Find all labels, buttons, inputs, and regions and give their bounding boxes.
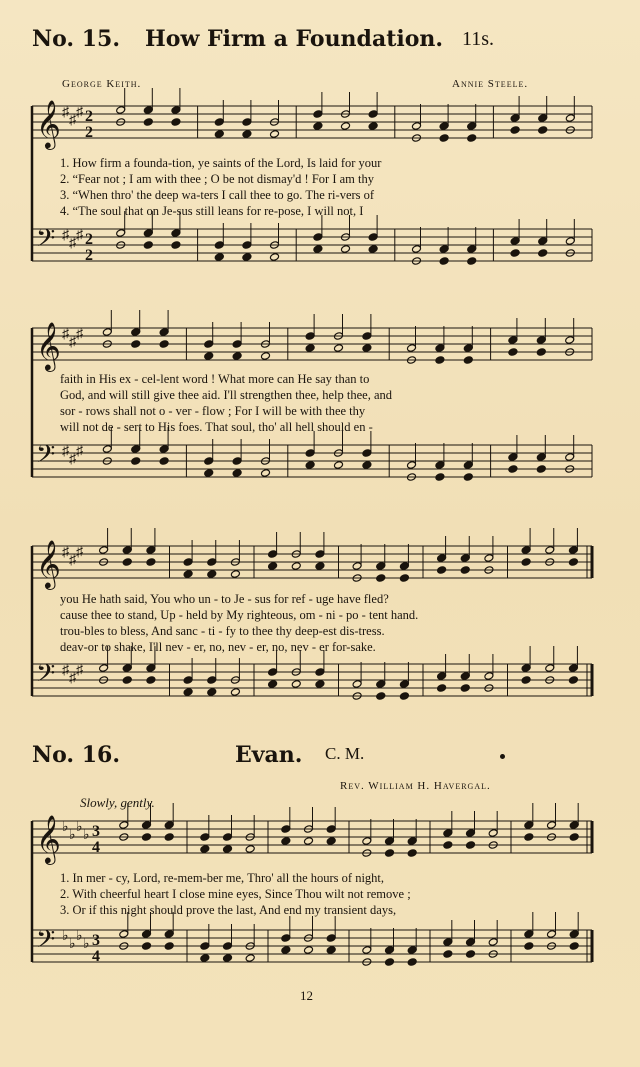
note-head: [385, 946, 395, 955]
note-head: [435, 461, 445, 470]
note-head: [508, 336, 518, 345]
note-head: [261, 352, 271, 361]
note-head: [385, 849, 395, 858]
note-head: [568, 676, 578, 685]
note-head: [281, 837, 291, 846]
note-head: [315, 668, 325, 677]
note-head: [242, 241, 252, 250]
note-head: [439, 134, 449, 143]
note-head: [463, 356, 473, 365]
note-head: [223, 845, 233, 854]
page-number: 12: [300, 988, 313, 1003]
time-signature-top: 3: [92, 823, 100, 840]
note-head: [268, 562, 278, 571]
note-head: [538, 114, 548, 123]
note-head: [466, 950, 476, 959]
note-head: [270, 253, 280, 262]
note-head: [463, 344, 473, 353]
sharp-icon: ♯: [69, 113, 76, 128]
hymn-15-meter: 11s.: [462, 28, 495, 50]
note-head: [305, 461, 315, 470]
note-head: [183, 676, 193, 685]
note-head: [547, 821, 557, 830]
note-head: [146, 664, 156, 673]
hymn-15-system-1-lyrics: [60, 155, 600, 219]
note-head: [399, 574, 409, 583]
note-head: [399, 680, 409, 689]
note-head: [214, 118, 224, 127]
note-head: [376, 692, 386, 701]
flat-icon: ♭: [83, 828, 90, 843]
note-head: [536, 336, 546, 345]
note-head: [99, 546, 109, 555]
note-head: [131, 328, 141, 337]
note-head: [524, 942, 534, 951]
sharp-icon: ♯: [76, 663, 83, 678]
note-head: [362, 344, 372, 353]
note-head: [242, 130, 252, 139]
note-head: [232, 469, 242, 478]
note-head: [164, 942, 174, 951]
note-head: [214, 130, 224, 139]
flat-icon: ♭: [83, 937, 90, 952]
note-head: [119, 930, 129, 939]
note-head: [437, 554, 447, 563]
note-head: [146, 676, 156, 685]
sharp-icon: ♯: [69, 452, 76, 467]
flat-icon: ♭: [69, 937, 76, 952]
note-head: [510, 237, 520, 246]
note-head: [131, 457, 141, 466]
hymn-16-composer: Rev. William H. Havergal.: [340, 780, 491, 792]
note-head: [568, 546, 578, 555]
lyric-verse-1: you He hath said, You who un - to Je - sus for ref - uge have fled?: [60, 592, 389, 606]
note-head: [439, 245, 449, 254]
note-head: [142, 833, 152, 842]
note-head: [315, 562, 325, 571]
bass-clef-icon: 𝄢: [36, 440, 56, 475]
note-head: [521, 664, 531, 673]
note-head: [122, 558, 132, 567]
note-head: [164, 821, 174, 830]
note-head: [326, 946, 336, 955]
note-head: [362, 837, 372, 846]
note-head: [460, 672, 470, 681]
note-head: [407, 946, 417, 955]
note-head: [547, 930, 557, 939]
note-head: [407, 849, 417, 858]
sharp-icon: ♯: [69, 671, 76, 686]
note-head: [281, 946, 291, 955]
note-head: [245, 845, 255, 854]
note-head: [341, 122, 351, 131]
note-head: [460, 566, 470, 575]
time-signature-bottom: 4: [92, 839, 100, 856]
sharp-icon: ♯: [62, 545, 69, 560]
note-head: [326, 837, 336, 846]
note-head: [443, 841, 453, 850]
note-head: [102, 328, 112, 337]
note-head: [437, 566, 447, 575]
note-head: [466, 841, 476, 850]
lyric-verse-3: trou-bles to bless, And sanc - ti - fy to thee thy deep-est dis-tress.: [60, 624, 385, 638]
note-head: [362, 332, 372, 341]
hymn-16-meter: C. M.: [325, 744, 365, 763]
note-head: [214, 253, 224, 262]
lyric-verse-2: God, and will still give thee aid. I'll strengthen thee, help thee, and: [60, 388, 393, 402]
note-head: [508, 465, 518, 474]
hymn-16-system-1-lyrics: [60, 870, 600, 918]
time-signature-top: 2: [85, 108, 93, 125]
lyric-verse-3: sor - rows shall not o - ver - flow ; For I will be with thee thy: [60, 404, 366, 418]
note-head: [412, 245, 422, 254]
note-head: [183, 570, 193, 579]
time-signature-top: 2: [85, 231, 93, 248]
note-head: [305, 332, 315, 341]
flat-icon: ♭: [62, 929, 69, 944]
time-signature-bottom: 2: [85, 124, 93, 141]
note-head: [412, 122, 422, 131]
hymn-15-system-3-lyrics: [60, 591, 600, 655]
note-head: [463, 473, 473, 482]
note-head: [131, 340, 141, 349]
note-head: [142, 930, 152, 939]
note-head: [536, 348, 546, 357]
note-head: [466, 938, 476, 947]
hymn-16-title: Evan.: [235, 742, 303, 768]
note-head: [223, 954, 233, 963]
lyric-verse-2: cause thee to stand, Up - held by My righteous, om - ni - po - tent hand.: [60, 608, 419, 622]
hymn-15-title: How Firm a Foundation.: [145, 26, 444, 52]
note-head: [385, 958, 395, 967]
note-head: [334, 461, 344, 470]
note-head: [437, 672, 447, 681]
note-head: [399, 562, 409, 571]
sharp-icon: ♯: [69, 236, 76, 251]
time-signature-bottom: 2: [85, 247, 93, 264]
note-head: [171, 118, 181, 127]
note-head: [439, 257, 449, 266]
note-head: [223, 833, 233, 842]
time-signature-top: 3: [92, 932, 100, 949]
bass-clef-icon: 𝄢: [36, 925, 56, 960]
note-head: [171, 241, 181, 250]
note-head: [164, 833, 174, 842]
note-head: [565, 453, 575, 462]
note-head: [467, 245, 477, 254]
note-head: [204, 352, 214, 361]
note-head: [368, 122, 378, 131]
note-head: [270, 130, 280, 139]
note-head: [200, 954, 210, 963]
lyric-verse-4: deav-or to shake, I'll nev - er, no, nev - er, no, nev - er for-sake.: [60, 640, 376, 654]
note-head: [313, 110, 323, 119]
note-head: [204, 457, 214, 466]
note-head: [545, 546, 555, 555]
note-head: [207, 688, 217, 697]
note-head: [242, 118, 252, 127]
note-head: [376, 574, 386, 583]
note-head: [116, 106, 126, 115]
ornament-dot: [500, 754, 505, 759]
lyric-verse-3: 3. “When thro' the deep wa-ters I call thee to go. The ri-vers of: [60, 188, 375, 202]
flat-icon: ♭: [76, 820, 83, 835]
note-head: [143, 241, 153, 250]
note-head: [207, 558, 217, 567]
note-head: [362, 946, 372, 955]
note-head: [466, 829, 476, 838]
bass-clef-icon: 𝄢: [36, 659, 56, 694]
note-head: [200, 833, 210, 842]
note-head: [407, 958, 417, 967]
note-head: [565, 336, 575, 345]
note-head: [291, 562, 301, 571]
note-head: [399, 692, 409, 701]
hymn-15-composer: George Keith.: [62, 78, 142, 90]
note-head: [281, 934, 291, 943]
note-head: [508, 348, 518, 357]
note-head: [232, 352, 242, 361]
note-head: [488, 829, 498, 838]
note-head: [159, 340, 169, 349]
flat-icon: ♭: [62, 820, 69, 835]
note-head: [569, 821, 579, 830]
note-head: [261, 469, 271, 478]
note-head: [435, 344, 445, 353]
treble-clef-icon: 𝄞: [36, 814, 61, 863]
note-head: [569, 930, 579, 939]
note-head: [407, 461, 417, 470]
note-head: [305, 344, 315, 353]
note-head: [232, 457, 242, 466]
note-head: [281, 825, 291, 834]
sharp-icon: ♯: [62, 327, 69, 342]
sharp-icon: ♯: [76, 444, 83, 459]
note-head: [131, 445, 141, 454]
note-head: [565, 237, 575, 246]
note-head: [521, 546, 531, 555]
note-head: [376, 680, 386, 689]
note-head: [463, 461, 473, 470]
note-head: [164, 930, 174, 939]
hymn-15-system-2-lyrics: [60, 371, 600, 435]
sharp-icon: ♯: [76, 545, 83, 560]
hymn-16-number: No. 16.: [32, 742, 120, 768]
note-head: [484, 672, 494, 681]
sharp-icon: ♯: [62, 228, 69, 243]
sharp-icon: ♯: [69, 553, 76, 568]
note-head: [122, 546, 132, 555]
note-head: [488, 938, 498, 947]
note-head: [435, 473, 445, 482]
flat-icon: ♭: [76, 929, 83, 944]
note-head: [407, 344, 417, 353]
note-head: [439, 122, 449, 131]
note-head: [207, 676, 217, 685]
note-head: [341, 245, 351, 254]
note-head: [376, 562, 386, 571]
note-head: [102, 445, 112, 454]
note-head: [352, 680, 362, 689]
note-head: [538, 249, 548, 258]
note-head: [171, 106, 181, 115]
lyric-verse-1: faith in His ex - cel-lent word ! What more can He say than to: [60, 372, 370, 386]
note-head: [460, 684, 470, 693]
note-head: [362, 449, 372, 458]
note-head: [313, 122, 323, 131]
treble-clef-icon: 𝄞: [36, 99, 61, 148]
note-head: [305, 449, 315, 458]
lyric-verse-4: 4. “The soul that on Je-sus still leans for re-pose, I will not, I: [60, 204, 364, 218]
note-head: [385, 837, 395, 846]
note-head: [268, 550, 278, 559]
sharp-icon: ♯: [69, 335, 76, 350]
note-head: [510, 249, 520, 258]
note-head: [508, 453, 518, 462]
note-head: [204, 469, 214, 478]
note-head: [171, 229, 181, 238]
note-head: [569, 833, 579, 842]
note-head: [245, 954, 255, 963]
note-head: [334, 344, 344, 353]
note-head: [304, 837, 314, 846]
lyric-verse-1: 1. In mer - cy, Lord, re-mem-ber me, Thro' all the hours of night,: [60, 871, 385, 885]
note-head: [565, 114, 575, 123]
note-head: [119, 821, 129, 830]
note-head: [538, 126, 548, 135]
note-head: [200, 845, 210, 854]
hymn-15-number: No. 15.: [32, 26, 120, 52]
note-head: [524, 821, 534, 830]
note-head: [443, 938, 453, 947]
note-head: [538, 237, 548, 246]
note-head: [207, 570, 217, 579]
note-head: [230, 688, 240, 697]
sharp-icon: ♯: [76, 105, 83, 120]
treble-clef-icon: 𝄞: [36, 539, 61, 588]
note-head: [268, 680, 278, 689]
note-head: [467, 134, 477, 143]
sharp-icon: ♯: [62, 105, 69, 120]
note-head: [116, 229, 126, 238]
note-head: [545, 664, 555, 673]
note-head: [362, 461, 372, 470]
note-head: [467, 257, 477, 266]
note-head: [230, 570, 240, 579]
lyric-verse-2: 2. “Fear not ; I am with thee ; O be not dismay'd ! For I am thy: [60, 172, 374, 186]
note-head: [146, 558, 156, 567]
note-head: [204, 340, 214, 349]
note-head: [143, 229, 153, 238]
note-head: [200, 942, 210, 951]
note-head: [569, 942, 579, 951]
note-head: [368, 233, 378, 242]
note-head: [368, 245, 378, 254]
note-head: [568, 558, 578, 567]
note-head: [159, 445, 169, 454]
note-head: [291, 680, 301, 689]
sharp-icon: ♯: [62, 663, 69, 678]
note-head: [99, 664, 109, 673]
note-head: [146, 546, 156, 555]
treble-clef-icon: 𝄞: [36, 321, 61, 370]
sharp-icon: ♯: [62, 444, 69, 459]
note-head: [524, 833, 534, 842]
sharp-icon: ♯: [76, 327, 83, 342]
note-head: [536, 465, 546, 474]
lyric-verse-1: 1. How firm a founda-tion, ye saints of the Lord, Is laid for your: [60, 156, 382, 170]
note-head: [443, 950, 453, 959]
lyric-verse-2: 2. With cheerful heart I close mine eyes, Since Thou wilt not remove ;: [60, 887, 411, 901]
note-head: [183, 688, 193, 697]
note-head: [510, 126, 520, 135]
note-head: [313, 233, 323, 242]
note-head: [326, 934, 336, 943]
note-head: [313, 245, 323, 254]
note-head: [232, 340, 242, 349]
note-head: [521, 558, 531, 567]
note-head: [242, 253, 252, 262]
note-head: [443, 829, 453, 838]
note-head: [223, 942, 233, 951]
note-head: [315, 680, 325, 689]
note-head: [143, 106, 153, 115]
note-head: [122, 676, 132, 685]
note-head: [460, 554, 470, 563]
note-head: [521, 676, 531, 685]
note-head: [368, 110, 378, 119]
note-head: [437, 684, 447, 693]
note-head: [467, 122, 477, 131]
note-head: [435, 356, 445, 365]
lyric-verse-3: 3. Or if this night should prove the last, And end my transient days,: [60, 903, 397, 917]
hymn-16-tempo: Slowly, gently.: [80, 795, 155, 810]
lyric-verse-4: will not de - sert to His foes. That soul, tho' all hell should en -: [60, 420, 373, 434]
note-head: [352, 562, 362, 571]
note-head: [510, 114, 520, 123]
sharp-icon: ♯: [76, 228, 83, 243]
note-head: [159, 328, 169, 337]
note-head: [183, 558, 193, 567]
note-head: [484, 554, 494, 563]
time-signature-bottom: 4: [92, 948, 100, 965]
note-head: [568, 664, 578, 673]
flat-icon: ♭: [69, 828, 76, 843]
note-head: [143, 118, 153, 127]
note-head: [326, 825, 336, 834]
note-head: [159, 457, 169, 466]
note-head: [524, 930, 534, 939]
note-head: [536, 453, 546, 462]
note-head: [214, 241, 224, 250]
bass-clef-icon: 𝄢: [36, 224, 56, 259]
note-head: [122, 664, 132, 673]
hymn-15-arranger: Annie Steele.: [452, 78, 529, 90]
note-head: [407, 837, 417, 846]
note-head: [142, 821, 152, 830]
note-head: [268, 668, 278, 677]
note-head: [304, 946, 314, 955]
note-head: [142, 942, 152, 951]
note-head: [315, 550, 325, 559]
